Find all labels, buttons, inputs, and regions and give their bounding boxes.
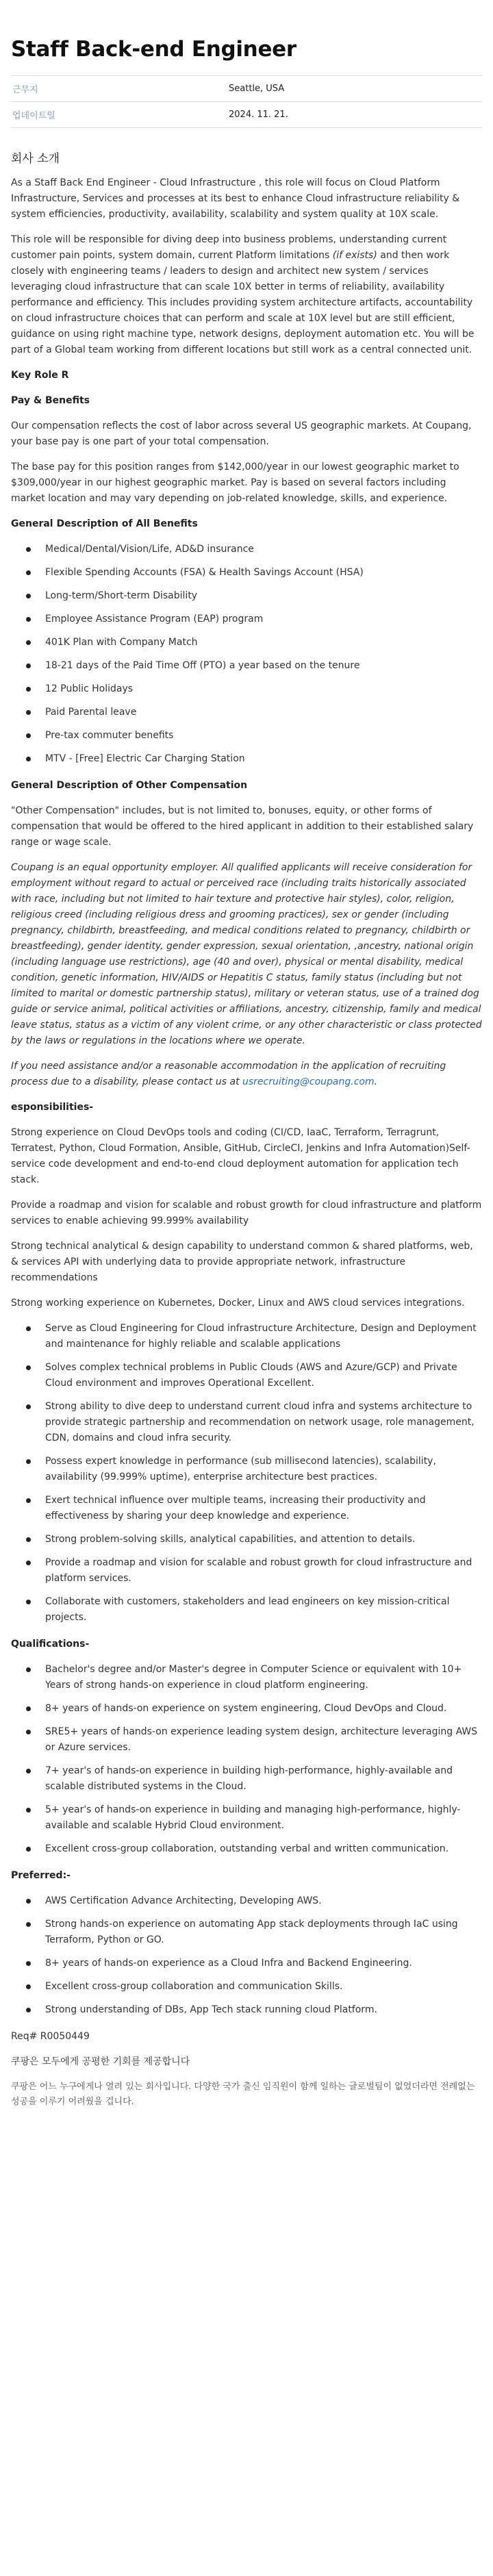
preferred-list [11,1893,482,2018]
other-comp-heading: General Description of Other Compensation [11,780,248,791]
list-item: Bachelor's degree and/or Master's degree in Computer Science or equivalent with 10+ Years of strong hands-on experience in cloud platform engineering. [25,1662,482,1693]
requisition-number: Req# R0050449 [11,2031,90,2042]
list-item: Possess expert knowledge in performance (sub millisecond latencies), scalability, availability (99.999% uptime), enterprise architecture best practices. [25,1454,482,1485]
list-item: Exert technical influence over multiple teams, increasing their productivity and effectiveness by sharing your deep knowledge and experience. [25,1493,482,1524]
job-meta-table [11,75,482,128]
accommodation-paragraph [11,1059,482,1090]
responsibilities-heading: esponsibilities- [11,1102,94,1113]
list-item: Excellent cross-group collaboration, outstanding verbal and written communication. [25,1841,482,1857]
list-item: Paid Parental leave [25,705,482,720]
list-item: SRE5+ years of hands-on experience leading system design, architecture leveraging AWS or Azure services. [25,1724,482,1756]
list-item: Provide a roadmap and vision for scalable and robust growth for cloud infrastructure and platform services. [25,1555,482,1587]
list-item: Serve as Cloud Engineering for Cloud infrastructure Architecture, Design and Deployment and maintenance for highly reliable and scalable applications [25,1321,482,1352]
text-run: . [374,1076,378,1087]
pay-benefits-heading: Pay & Benefits [11,395,90,406]
key-role-heading: Key Role R [11,370,69,381]
meta-label: 업데이트일 [12,111,55,121]
list-item: 8+ years of hands-on experience on system engineering, Cloud DevOps and Cloud. [25,1701,482,1717]
job-title: Staff Back-end Engineer [11,37,296,62]
footer-description: 쿠팡은 어느 누구에게나 열려 있는 회사입니다. 다양한 국가 출신 임직원이 함께 일하는 글로벌팀이 없었더라면 전례없는 성공을 이루기 어려웠을 겁니다. [11,2082,475,2107]
recruiting-email-link[interactable]: usrecruiting@coupang.com [242,1076,375,1087]
qualifications-heading: Qualifications- [11,1639,90,1650]
intro-paragraph [11,232,482,358]
pay-paragraph: The base pay for this position ranges from $142,000/year in our lowest geographic market to $309,000/year in our highest geographic market. Pay is based on several factors including market location and may vary depending on job-related knowledge, skills, and experience. [11,462,459,504]
list-item: Strong understanding of DBs, App Tech stack running cloud Platform. [25,2002,482,2018]
list-item: 8+ years of hands-on experience as a Cloud Infra and Backend Engineering. [25,1956,482,1971]
list-item: Solves complex technical problems in Public Clouds (AWS and Azure/GCP) and Private Cloud environment and improves Operational Excellent. [25,1360,482,1391]
list-item: 7+ year's of hands-on experience in building high-performance, highly-available and scalable distributed systems in the Cloud. [25,1763,482,1795]
list-item: AWS Certification Advance Architecting, Developing AWS. [25,1893,482,1909]
list-item: Medical/Dental/Vision/Life, AD&D insurance [25,542,482,557]
responsibilities-paragraph: Provide a roadmap and vision for scalable and robust growth for cloud infrastructure and platform services to enable achieving 99.999% availability [11,1200,482,1226]
list-item: 5+ year's of hands-on experience in building and managing high-performance, highly-available and scalable Hybrid Cloud environment. [25,1802,482,1834]
responsibilities-paragraph: Strong technical analytical & design capability to understand common & shared platforms, web, & services API with underlying data to provide appropriate network, infrastructure recommendations [11,1241,473,1283]
meta-row-location [11,76,482,102]
list-item: Excellent cross-group collaboration and communication Skills. [25,1979,482,1995]
text-run: (if exists) [332,250,377,261]
responsibilities-list [11,1321,482,1626]
list-item: Long-term/Short-term Disability [25,588,482,604]
list-item: 12 Public Holidays [25,681,482,697]
text-run: This role will be responsible for diving deep into business problems, understanding current customer pain points, system domain, current Platform limitations [11,234,447,261]
section-heading-company-intro: 회사 소개 [11,152,60,166]
qualifications-list [11,1662,482,1857]
list-item: Strong hands-on experience on automating App stack deployments through IaC using Terraform, Python or GO. [25,1917,482,1948]
text-run: and then work closely with engineering teams / leaders to design and architect new system / services leveraging cloud infrastructure that can scale 10X better in terms of reliability, availability performance and efficiency. This includes providing system architecture artifacts, accountability on cloud infrastructure choices that can perform and scale at 10X level but are still efficient, guidance on using right machine type, network designs, deployment automation etc. You will be part of a Global team working from different locations but still work as a central connected unit. [11,250,475,355]
meta-value: 2024. 11. 21. [229,110,288,120]
list-item: Collaborate with customers, stakeholders and lead engineers on key mission-critical projects. [25,1594,482,1626]
list-item: Flexible Spending Accounts (FSA) & Health Savings Account (HSA) [25,565,482,581]
benefits-heading: General Description of All Benefits [11,518,198,529]
preferred-heading: Preferred:- [11,1870,71,1881]
meta-value: Seattle, USA [229,84,285,94]
footer-tagline: 쿠팡은 모두에게 공평한 기회를 제공합니다 [11,2056,190,2067]
list-item: MTV - [Free] Electric Car Charging Station [25,751,482,767]
list-item: 18-21 days of the Paid Time Off (PTO) a year based on the tenure [25,658,482,674]
list-item: 401K Plan with Company Match [25,635,482,651]
other-comp-paragraph: "Other Compensation" includes, but is not limited to, bonuses, equity, or other forms of compensation that would be offered to the hired applicant in addition to their established salary range or wage scale. [11,805,474,848]
intro-paragraph: As a Staff Back End Engineer - Cloud Infrastructure , this role will focus on Cloud Platform Infrastructure, Services and processes at its best to enhance Cloud infrastructure reliability & system efficiencies, productivity, availability, scalability and system quality at 10X scale. [11,177,460,220]
pay-paragraph: Our compensation reflects the cost of labor across several US geographic markets. At Coupang, your base pay is one part of your total compensation. [11,420,472,447]
eeo-statement: Coupang is an equal opportunity employer. All qualified applicants will receive consideration for employment without regard to actual or perceived race (including traits historically associated with race, including but not limited to hair texture and protective hair styles), color, religion, religious creed (including religious dress and grooming practices), sex or gender (including pregnancy, childbirth, breastfeeding, and medical conditions related to pregnancy, childbirth or breastfeeding), gender identity, gender expression, sexual orientation, ,ancestry, national origin (including language use restrictions), age (40 and over), physical or mental disability, medical condition, genetic information, HIV/AIDS or Hepatitis C status, family status (including but not limited to marital or domestic partnership status), military or veteran status, use of a trained dog guide or service animal, political activities or affiliations, ancestry, citizenship, family and medical leave status, status as a victim of any violent crime, or any other characteristic or class protected by the laws or regulations in the locations where we operate. [11,862,482,1046]
list-item: Employee Assistance Program (EAP) program [25,611,482,627]
list-item: Pre-tax commuter benefits [25,728,482,744]
list-item: Strong ability to dive deep to understand current cloud infra and systems architecture to provide strategic partnership and recommendation on network usage, role management, CDN, domains and cloud infra security. [25,1399,482,1446]
responsibilities-paragraph: Strong working experience on Kubernetes, Docker, Linux and AWS cloud services integrations. [11,1298,465,1309]
responsibilities-paragraph: Strong experience on Cloud DevOps tools and coding (CI/CD, IaaC, Terraform, Terragrunt, Terratest, Python, Cloud Formation, Ansible, GitHub, CircleCI, Jenkins and Infra Automation)Self-service code development and end-to-end cloud deployment automation for application tech stack. [11,1127,470,1185]
meta-label: 근무지 [12,85,38,95]
meta-row-updated [11,102,482,128]
text-run: If you need assistance and/or a reasonable accommodation in the application of recruiting process due to a disability, please contact us at [11,1061,446,1087]
list-item: Strong problem-solving skills, analytical capabilities, and attention to details. [25,1532,482,1548]
benefits-list [11,542,482,767]
